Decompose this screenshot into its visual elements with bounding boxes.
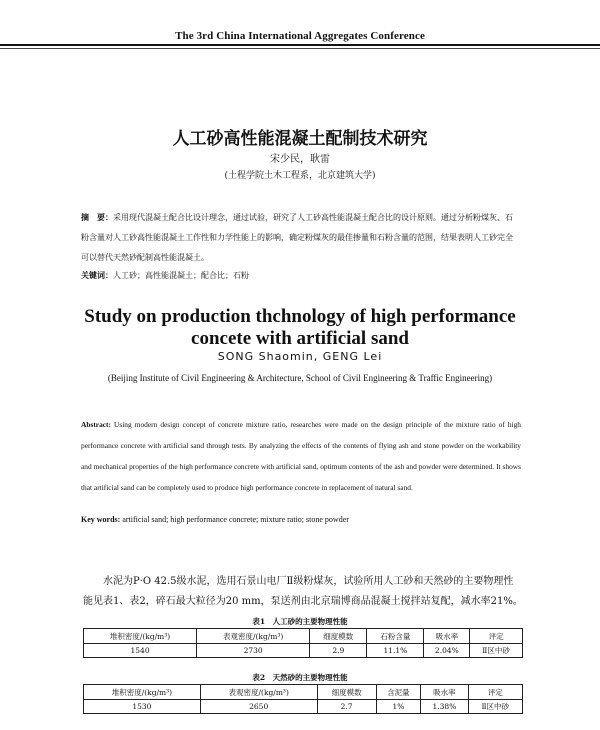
table1-cell: 1540 — [84, 644, 197, 658]
cn-keywords — [81, 270, 519, 281]
table2 — [83, 684, 523, 714]
table1-cell: Ⅱ区中砂 — [470, 644, 523, 658]
table2-caption: 表2 天然砂的主要物理性能 — [252, 673, 348, 682]
en-keywords-text: artificial sand; high performance concrete; mixture ratio; stone powder — [122, 515, 349, 524]
table1-header-cell: 石粉含量 — [367, 629, 424, 644]
header-rule-thin — [0, 48, 600, 49]
table2-header-row — [84, 685, 523, 700]
cn-keywords-text: 人工砂；高性能混凝土；配合比；石粉 — [113, 271, 249, 280]
table1-header-cell: 细度模数 — [310, 629, 367, 644]
table1-header-cell: 表观密度/(kg/m³) — [197, 629, 310, 644]
table1-header-cell: 评定 — [470, 629, 523, 644]
cn-abstract-label: 摘 要： — [81, 212, 113, 222]
table2-header-cell: 吸水率 — [421, 685, 468, 700]
table2-row — [84, 700, 523, 714]
body-paragraph: 水泥为P·O 42.5级水泥，选用石景山电厂Ⅱ级粉煤灰，试验所用人工砂和天然砂的主要物理性能见表1、表2，碎石最大粒径为20 mm，泵送剂由北京瑞博商品混凝土搅拌站复配，减水率21%。 — [83, 576, 523, 607]
cn-title: 人工砂高性能混凝土配制技术研究 — [172, 129, 428, 149]
table2-cell: 1.38% — [421, 700, 468, 714]
en-abstract-label: Abstract: — [81, 420, 111, 429]
en-authors: SONG Shaomin, GENG Lei — [217, 350, 383, 363]
cn-authors: 宋少民，耿雷 — [270, 154, 330, 165]
en-title: Study on production thchnology of high performance concete with artificial sand — [84, 306, 516, 349]
table2-header-cell: 含泥量 — [376, 685, 421, 700]
table1 — [83, 628, 523, 658]
en-abstract-text: Using modern design concept of concrete mixture ratio, researches were made on the design principle of the mixture ratio of high performance concrete with artificial sand through tests. By analyzing the effects of the contents of flying ash and stone powder on the workability and mechanical properties of the high performance concrete with artificial sand, optimum contents of the ash and powder were determined. It shows that artificial sand can be completely used to produce high performance concrete in replacement of natural sand. — [81, 420, 521, 492]
table1-cell: 2.9 — [310, 644, 367, 658]
cn-abstract — [81, 207, 519, 268]
en-keywords-label: Key words: — [81, 515, 121, 524]
table2-cell: 1530 — [84, 700, 201, 714]
table1-header-cell: 堆积密度/(kg/m³) — [84, 629, 197, 644]
table2-header-cell: 表观密度/(kg/m³) — [200, 685, 317, 700]
table1-cell: 2.04% — [424, 644, 470, 658]
cn-abstract-text: 采用现代混凝土配合比设计理念，通过试验，研究了人工砂高性能混凝土配合比的设计原则。通过分析粉煤灰、石粉含量对人工砂高性能混凝土工作性和力学性能上的影响，确定粉煤灰的最佳掺量和石粉含量的范围，结果表明人工砂完全可以替代天然砂配制高性能混凝土。 — [81, 213, 513, 262]
table1-caption: 表1 人工砂的主要物理性能 — [252, 617, 348, 626]
table1-header-cell: 吸水率 — [424, 629, 470, 644]
table2-cell: 2.7 — [317, 700, 376, 714]
table2-cell: 2650 — [200, 700, 317, 714]
table2-header-cell: 评定 — [468, 685, 522, 700]
table1-row — [84, 644, 523, 658]
table1-cell: 11.1% — [367, 644, 424, 658]
en-affiliation: (Beijing Institute of Civil Engineering & Architecture, School of Civil Engineering & Traffic Engineering) — [107, 373, 493, 383]
table2-header-cell: 堆积密度/(kg/m³) — [84, 685, 201, 700]
table2-header-cell: 细度模数 — [317, 685, 376, 700]
en-keywords — [81, 515, 521, 524]
table2-cell: Ⅱ区中砂 — [468, 700, 522, 714]
cn-affiliation: (土程学院土木工程系，北京建筑大学) — [224, 171, 376, 181]
conference-header: The 3rd China International Aggregates Conference — [175, 30, 425, 42]
table2-cell: 1% — [376, 700, 421, 714]
header-rule-thick — [0, 44, 600, 46]
cn-keywords-label: 关键词： — [81, 270, 113, 280]
en-abstract — [81, 414, 521, 498]
table1-cell: 2730 — [197, 644, 310, 658]
table1-header-row — [84, 629, 523, 644]
